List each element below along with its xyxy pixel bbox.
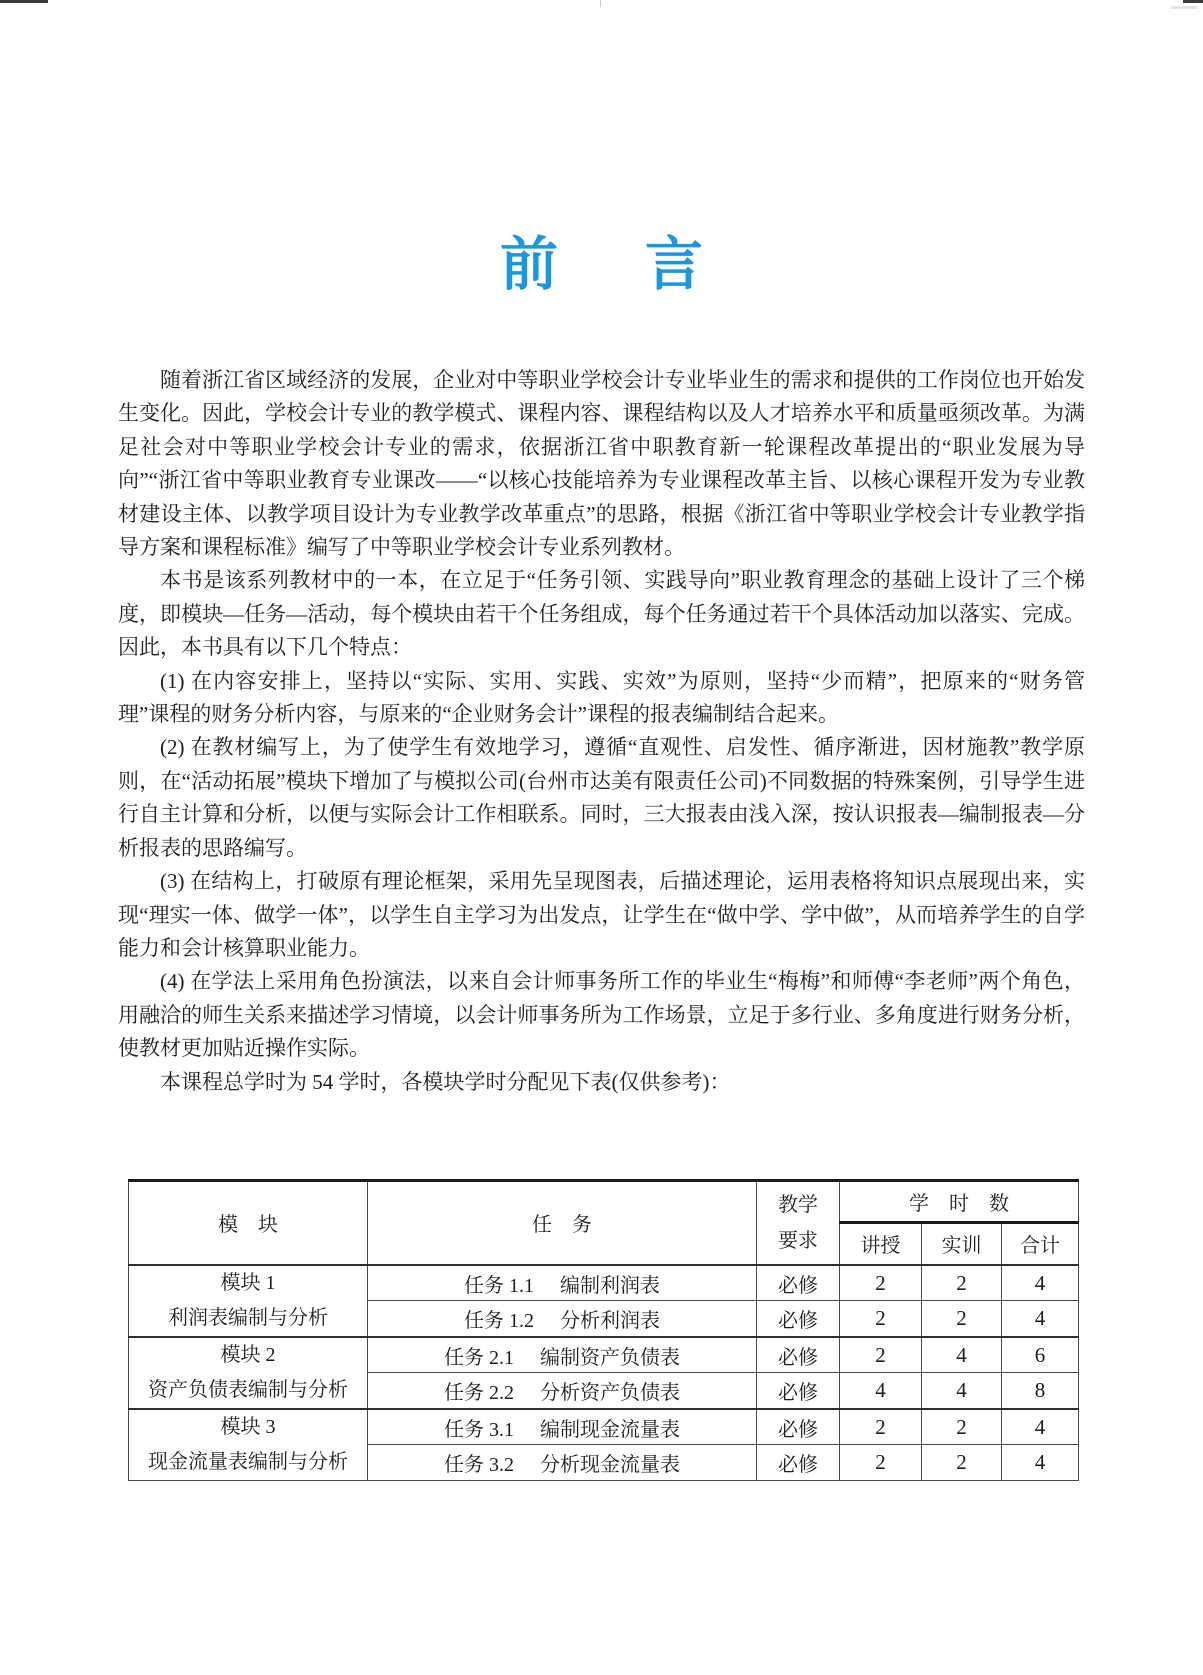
task-cell <box>368 1301 757 1337</box>
task-name: 编制现金流量表 <box>540 1418 680 1441</box>
lecture-hours: 2 <box>840 1301 922 1337</box>
total-hours: 6 <box>1002 1337 1079 1373</box>
preface-body <box>118 364 1085 1099</box>
lecture-hours: 2 <box>840 1445 922 1481</box>
task-name: 分析利润表 <box>560 1310 660 1333</box>
paragraph-7: 本课程总学时为 54 学时，各模块学时分配见下表(仅供参考)： <box>160 1069 731 1094</box>
task-name: 编制利润表 <box>560 1274 660 1297</box>
header-requirement-line2: 要求 <box>778 1229 818 1252</box>
table-row <box>129 1409 1079 1445</box>
practice-hours: 2 <box>922 1265 1002 1301</box>
module-name: 资产负债表编制与分析 <box>148 1378 348 1401</box>
total-hours: 4 <box>1002 1301 1079 1337</box>
total-hours: 8 <box>1002 1373 1079 1409</box>
scan-artifact-top-right-smudge <box>1171 6 1197 9</box>
practice-hours: 2 <box>922 1445 1002 1481</box>
task-no: 任务 3.2 <box>444 1454 514 1477</box>
practice-hours: 2 <box>922 1301 1002 1337</box>
task-name: 分析现金流量表 <box>540 1454 680 1477</box>
module-1-cell <box>129 1265 368 1337</box>
paragraph-6: (4) 在学法上采用角色扮演法，以来自会计师事务所工作的毕业生“梅梅”和师傅“李老师”两个角色，用融洽的师生关系来描述学习情境，以会计师事务所为工作场景，立足于多行业、多角度进行财务分析，使教材更加贴近操作实际。 <box>118 969 1085 1061</box>
requirement-cell: 必修 <box>757 1373 840 1409</box>
paragraph-4: (2) 在教材编写上，为了使学生有效地学习，遵循“直观性、启发性、循序渐进，因材施教”教学原则，在“活动拓展”模块下增加了与模拟公司(台州市达美有限责任公司)不同数据的特殊案例，引导学生进行自主计算和分析，以便与实际会计工作相联系。同时，三大报表由浅入深，按认识报表—编制报表—分析报表的思路编写。 <box>118 735 1085 860</box>
scan-artifact-top-left <box>0 0 48 3</box>
task-cell <box>368 1445 757 1481</box>
table-row <box>129 1265 1079 1301</box>
total-hours: 4 <box>1002 1445 1079 1481</box>
paragraph-1: 随着浙江省区域经济的发展，企业对中等职业学校会计专业毕业生的需求和提供的工作岗位也开始发生变化。因此，学校会计专业的教学模式、课程内容、课程结构以及人才培养水平和质量亟须改革。为满足社会对中等职业学校会计专业的需求，依据浙江省中职教育新一轮课程改革提出的“职业发展为导向”“浙江省中等职业教育专业课改——“以核心技能培养为专业课程改革主旨、以核心课程开发为专业教材建设主体、以教学项目设计为专业教学改革重点”的思路，根据《浙江省中等职业学校会计专业教学指导方案和课程标准》编写了中等职业学校会计专业系列教材。 <box>118 368 1085 560</box>
task-name: 编制资产负债表 <box>540 1346 680 1369</box>
module-3-cell <box>129 1409 368 1481</box>
practice-hours: 2 <box>922 1409 1002 1445</box>
total-hours: 4 <box>1002 1409 1079 1445</box>
header-requirement-line1: 教学 <box>778 1193 818 1216</box>
header-module: 模 块 <box>129 1180 368 1265</box>
header-total: 合计 <box>1002 1222 1079 1265</box>
table-row <box>129 1337 1079 1373</box>
module-name: 利润表编制与分析 <box>168 1306 328 1329</box>
header-practice: 实训 <box>922 1222 1002 1265</box>
header-requirement <box>757 1180 840 1265</box>
task-cell <box>368 1265 757 1301</box>
requirement-cell: 必修 <box>757 1337 840 1373</box>
task-name: 分析资产负债表 <box>540 1382 680 1405</box>
module-2-cell <box>129 1337 368 1409</box>
task-no: 任务 1.1 <box>464 1274 534 1297</box>
task-cell <box>368 1409 757 1445</box>
practice-hours: 4 <box>922 1337 1002 1373</box>
module-no: 模块 2 <box>220 1343 276 1366</box>
requirement-cell: 必修 <box>757 1265 840 1301</box>
lecture-hours: 2 <box>840 1265 922 1301</box>
scan-artifact-top-right <box>1183 0 1203 3</box>
task-cell <box>368 1373 757 1409</box>
total-hours: 4 <box>1002 1265 1079 1301</box>
requirement-cell: 必修 <box>757 1445 840 1481</box>
header-hours-group: 学 时 数 <box>840 1180 1079 1222</box>
paragraph-3: (1) 在内容安排上，坚持以“实际、实用、实践、实效”为原则，坚持“少而精”，把原来的“财务管理”课程的财务分析内容，与原来的“企业财务会计”课程的报表编制结合起来。 <box>118 668 1085 727</box>
header-task: 任 务 <box>368 1180 757 1265</box>
course-hours-table <box>128 1179 1079 1481</box>
task-no: 任务 2.2 <box>444 1382 514 1405</box>
lecture-hours: 4 <box>840 1373 922 1409</box>
module-no: 模块 1 <box>220 1271 276 1294</box>
paragraph-2: 本书是该系列教材中的一本，在立足于“任务引领、实践导向”职业教育理念的基础上设计了三个梯度，即模块—任务—活动，每个模块由若干个任务组成，每个任务通过若干个具体活动加以落实、完成。因此，本书具有以下几个特点： <box>118 568 1085 660</box>
lecture-hours: 2 <box>840 1409 922 1445</box>
requirement-cell: 必修 <box>757 1301 840 1337</box>
page-title: 前言 <box>499 232 790 297</box>
requirement-cell: 必修 <box>757 1409 840 1445</box>
task-no: 任务 2.1 <box>444 1346 514 1369</box>
lecture-hours: 2 <box>840 1337 922 1373</box>
header-lecture: 讲授 <box>840 1222 922 1265</box>
task-no: 任务 3.1 <box>444 1418 514 1441</box>
task-no: 任务 1.2 <box>464 1310 534 1333</box>
scan-artifact-top-center <box>600 0 601 7</box>
module-no: 模块 3 <box>220 1415 276 1438</box>
task-cell <box>368 1337 757 1373</box>
module-name: 现金流量表编制与分析 <box>148 1450 348 1473</box>
practice-hours: 4 <box>922 1373 1002 1409</box>
paragraph-5: (3) 在结构上，打破原有理论框架，采用先呈现图表，后描述理论，运用表格将知识点展现出来，实现“理实一体、做学一体”，以学生自主学习为出发点，让学生在“做中学、学中做”，从而培养学生的自学能力和会计核算职业能力。 <box>118 869 1085 960</box>
